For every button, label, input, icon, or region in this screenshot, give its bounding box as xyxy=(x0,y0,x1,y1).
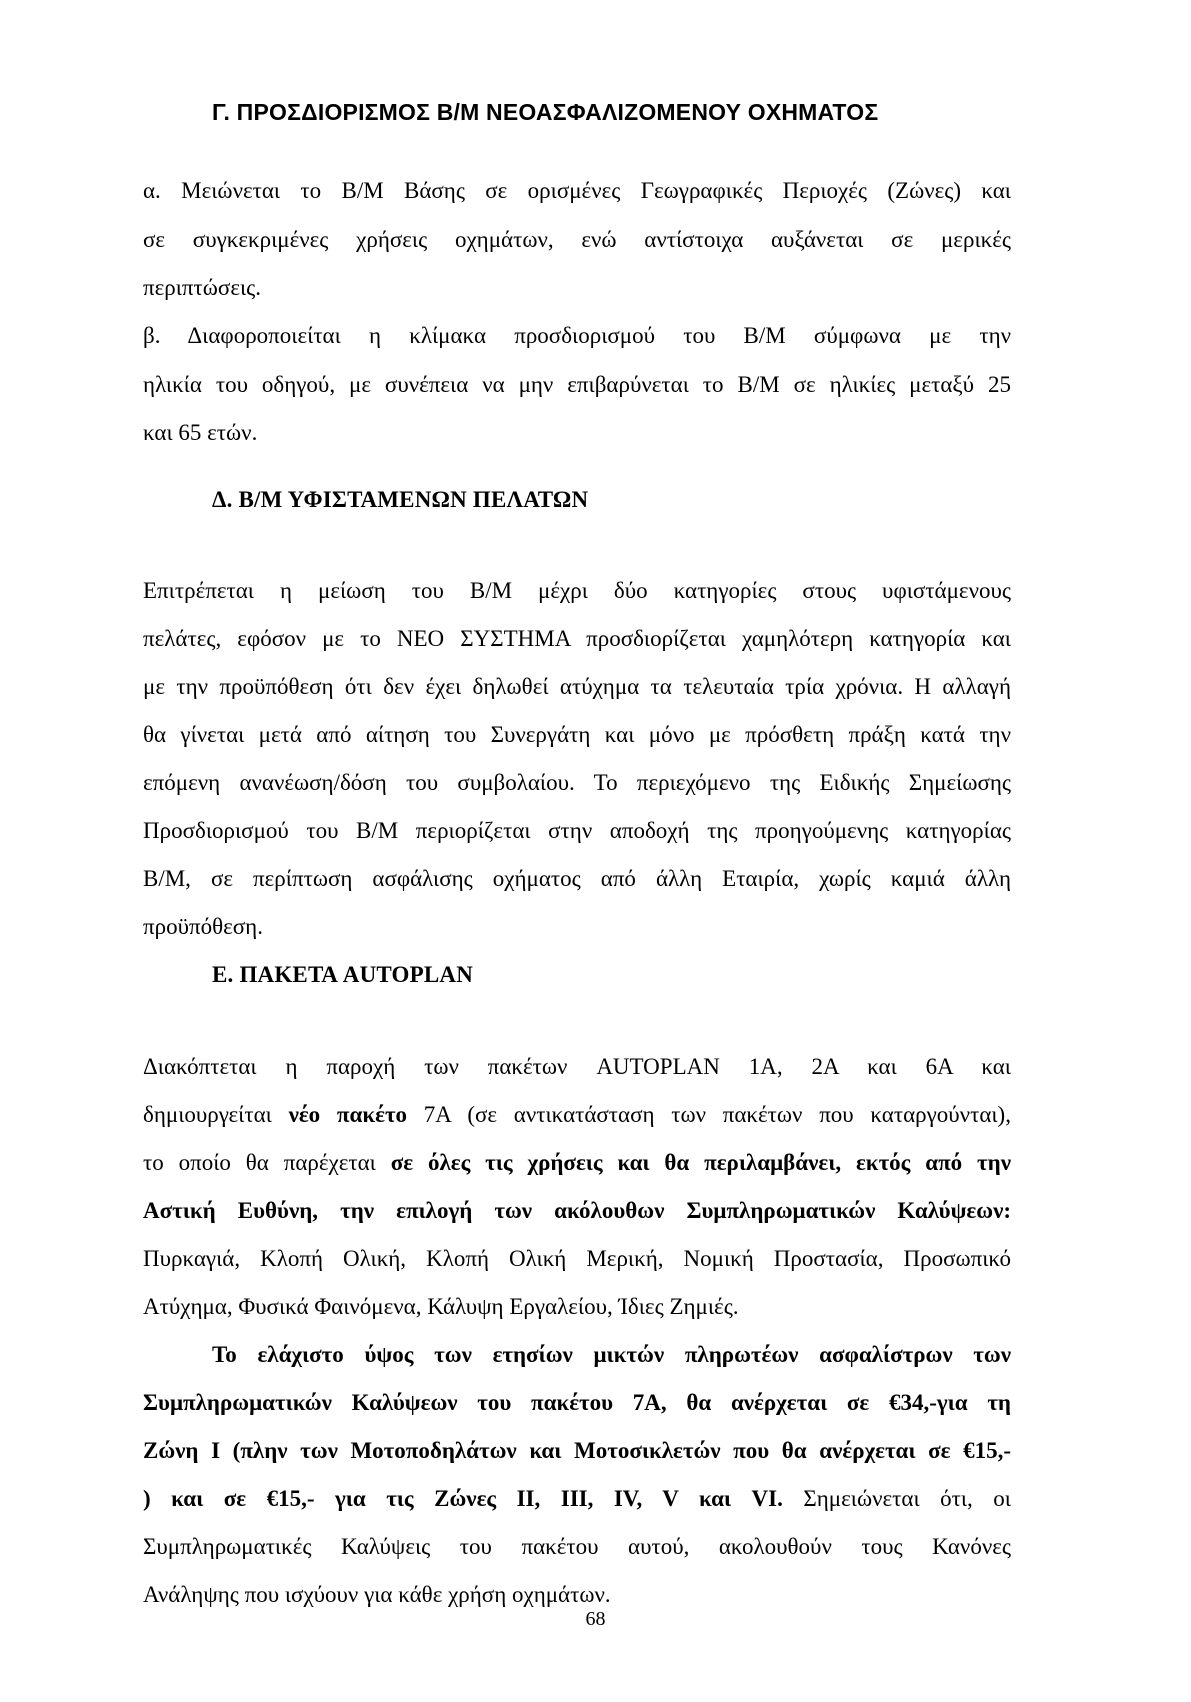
section-e-heading: Ε. ΠΑΚΕΤΑ AUTOPLAN xyxy=(212,962,474,987)
bold-text: ) και σε €15,- για τις Ζώνες II, III, IV, V και VI. xyxy=(143,1486,783,1511)
section-g-line: ηλικία του οδηγού, με συνέπεια να μην επιβαρύνεται το Β/Μ σε ηλικίες μεταξύ 25 xyxy=(143,372,1011,397)
page-number: 68 xyxy=(585,1608,606,1630)
section-g-heading: Γ. ΠΡΟΣΔΙΟΡΙΣΜΟΣ Β/Μ ΝΕΟΑΣΦΑΛΙΖΟΜΕΝΟΥ ΟΧΗΜΑΤΟΣ xyxy=(212,99,879,125)
line-text: Πυρκαγιά, Κλοπή Ολική, Κλοπή Ολική Μερική, Νομική Προστασία, Προσωπικό xyxy=(143,1246,1011,1271)
section-e-p1-line xyxy=(143,1148,1011,1178)
section-g-line: β. Διαφοροποιείται η κλίμακα προσδιορισμού του Β/Μ σύμφωνα με την xyxy=(143,323,1011,348)
section-e-p2-line xyxy=(143,1580,1011,1610)
section-e-p1-line xyxy=(143,1292,1011,1322)
section-d-line: Β/Μ, σε περίπτωση ασφάλισης οχήματος από άλλη Εταιρία, χωρίς καμιά άλλη xyxy=(143,866,1011,891)
section-d-line: θα γίνεται μετά από αίτηση του Συνεργάτη και μόνο με πρόσθετη πράξη κατά την xyxy=(143,722,1011,747)
section-e-p1-line xyxy=(143,1244,1011,1274)
section-g-line: και 65 ετών. xyxy=(143,420,258,445)
section-e-p2-line xyxy=(143,1388,1011,1418)
section-d-heading: Δ. Β/Μ ΥΦΙΣΤΑΜΕΝΩΝ ΠΕΛΑΤΩΝ xyxy=(212,487,589,512)
bold-text: Αστική Ευθύνη, την επιλογή των ακόλουθων Συμπληρωματικών Καλύψεων: xyxy=(143,1198,1011,1223)
section-g-line: περιπτώσεις. xyxy=(143,275,262,300)
bold-text: σε όλες τις χρήσεις και θα περιλαμβάνει, εκτός από την xyxy=(390,1150,1011,1175)
section-e-p2-line xyxy=(143,1484,1011,1514)
bold-text: Συμπληρωματικών Καλύψεων του πακέτου 7Α, θα ανέρχεται σε €34,-για τη xyxy=(143,1390,1011,1415)
line-text: Διακόπτεται η παροχή των πακέτων AUTOPLAN 1A, 2A και 6A και xyxy=(143,1054,1011,1079)
line-text: Ατύχημα, Φυσικά Φαινόμενα, Κάλυψη Εργαλείου, Ίδιες Ζημιές. xyxy=(143,1294,739,1319)
section-e-p2-line xyxy=(143,1436,1011,1466)
section-g-line: σε συγκεκριμένες χρήσεις οχημάτων, ενώ αντίστοιχα αυξάνεται σε μερικές xyxy=(143,227,1011,252)
line-text: Ανάληψης που ισχύουν για κάθε χρήση οχημάτων. xyxy=(143,1582,611,1607)
line-text: Συμπληρωματικές Καλύψεις του πακέτου αυτού, ακολουθούν τους Κανόνες xyxy=(143,1534,1011,1559)
section-d-line: πελάτες, εφόσον με το ΝΕΟ ΣΥΣΤΗΜΑ προσδιορίζεται χαμηλότερη κατηγορία και xyxy=(143,626,1011,651)
line-text: δημιουργείται xyxy=(143,1102,289,1127)
section-e-p2-line xyxy=(212,1340,1011,1370)
bold-text: Ζώνη I (πλην των Μοτοποδηλάτων και Μοτοσικλετών που θα ανέρχεται σε €15,- xyxy=(143,1438,1011,1463)
section-d-line: προϋπόθεση. xyxy=(143,914,263,939)
section-g-line: α. Μειώνεται το Β/Μ Βάσης σε ορισμένες Γεωγραφικές Περιοχές (Ζώνες) και xyxy=(143,178,1011,203)
section-e-p1-line xyxy=(143,1100,1011,1130)
line-text: 7Α (σε αντικατάσταση των πακέτων που καταργούνται), xyxy=(407,1102,1011,1127)
section-d-line: επόμενη ανανέωση/δόση του συμβολαίου. Το περιεχόμενο της Ειδικής Σημείωσης xyxy=(143,770,1011,795)
section-e-p2-line xyxy=(143,1532,1011,1562)
bold-text: Το ελάχιστο ύψος των ετησίων μικτών πληρωτέων ασφαλίστρων των xyxy=(212,1342,1011,1367)
section-d-line: Προσδιορισμού του Β/Μ περιορίζεται στην αποδοχή της προηγούμενης κατηγορίας xyxy=(143,818,1011,843)
section-d-line: με την προϋπόθεση ότι δεν έχει δηλωθεί ατύχημα τα τελευταία τρία χρόνια. Η αλλαγή xyxy=(143,674,1011,699)
line-text: Σημειώνεται ότι, οι xyxy=(782,1486,1011,1511)
section-e-p1-line xyxy=(143,1196,1011,1226)
line-text: το οποίο θα παρέχεται xyxy=(143,1150,391,1175)
section-e-p1-line xyxy=(143,1052,1011,1082)
bold-text: νέο πακέτο xyxy=(288,1102,408,1127)
section-d-line: Επιτρέπεται η μείωση του Β/Μ μέχρι δύο κατηγορίες στους υφιστάμενους xyxy=(143,578,1011,603)
